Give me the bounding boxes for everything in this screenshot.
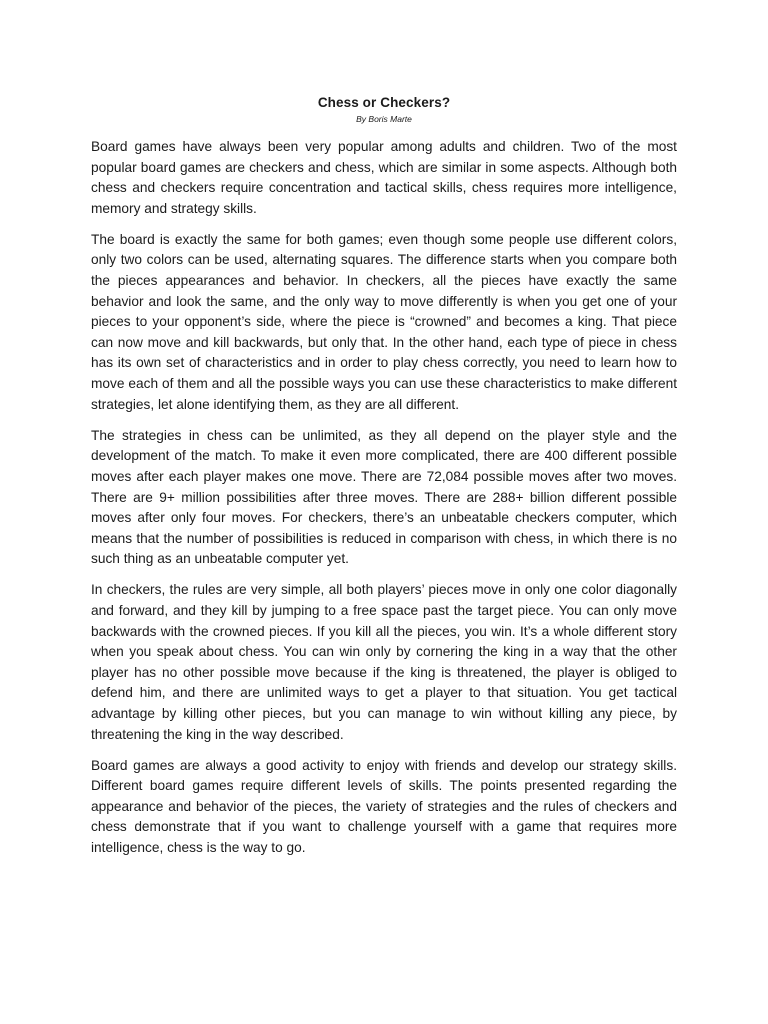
document-title: Chess or Checkers? [317, 95, 451, 110]
paragraph-introduction: Board games have always been very popular among adults and children. Two of the most popular board games are checkers and chess, which are similar in some aspects. Although both chess and checkers require concentration and tactical skills, chess requires more intelligence, memory and strategy skills. [91, 139, 677, 216]
paragraph-strategies: The strategies in chess can be unlimited, as they all depend on the player style and the development of the match. To make it even more complicated, there are 400 different possible moves after each player makes one move. There are 72,084 possible moves after two moves. There are 9+ million possibilities after three moves. There are 288+ billion different possible moves after only four moves. For checkers, there’s an unbeatable checkers computer, which means that the number of possibilities is reduced in comparison with chess, in which there is no such thing as an unbeatable computer yet. [91, 427, 677, 567]
paragraph-rules: In checkers, the rules are very simple, all both players’ pieces move in only one color diagonally and forward, and they kill by jumping to a free space past the target piece. You can only move backwards with the crowned pieces. If you kill all the pieces, you win. It’s a whole different story when you speak about chess. You can win only by cornering the king in a way that the other player has no other possible move because if the king is threatened, the player is obliged to defend him, and there are unlimited ways to get a player to that situation. You get tactical advantage by killing other pieces, but you can manage to win without killing any piece, by threatening the king in the way described. [91, 582, 677, 742]
document-body [91, 137, 677, 869]
paragraph-conclusion: Board games are always a good activity to enjoy with friends and develop our strategy skills. Different board games require different levels of skills. The points presented regarding the appearance and behavior of the pieces, the variety of strategies and the rules of checkers and chess demonstrate that if you want to challenge yourself with a game that requires more intelligence, chess is the way to go. [91, 757, 677, 855]
document-byline: By Boris Marte [356, 114, 412, 124]
paragraph-board-and-pieces: The board is exactly the same for both games; even though some people use different colors, only two colors can be used, alternating squares. The difference starts when you compare both the pieces appearances and behavior. In checkers, all the pieces have exactly the same behavior and look the same, and the only way to move differently is when you get one of your pieces to your opponent’s side, where the piece is “crowned” and becomes a king. That piece can now move and kill backwards, but only that. In the other hand, each type of piece in chess has its own set of characteristics and in order to play chess correctly, you need to learn how to move each of them and all the possible ways you can use these characteristics to make different strategies, let alone identifying them, as they are all different. [91, 231, 677, 412]
